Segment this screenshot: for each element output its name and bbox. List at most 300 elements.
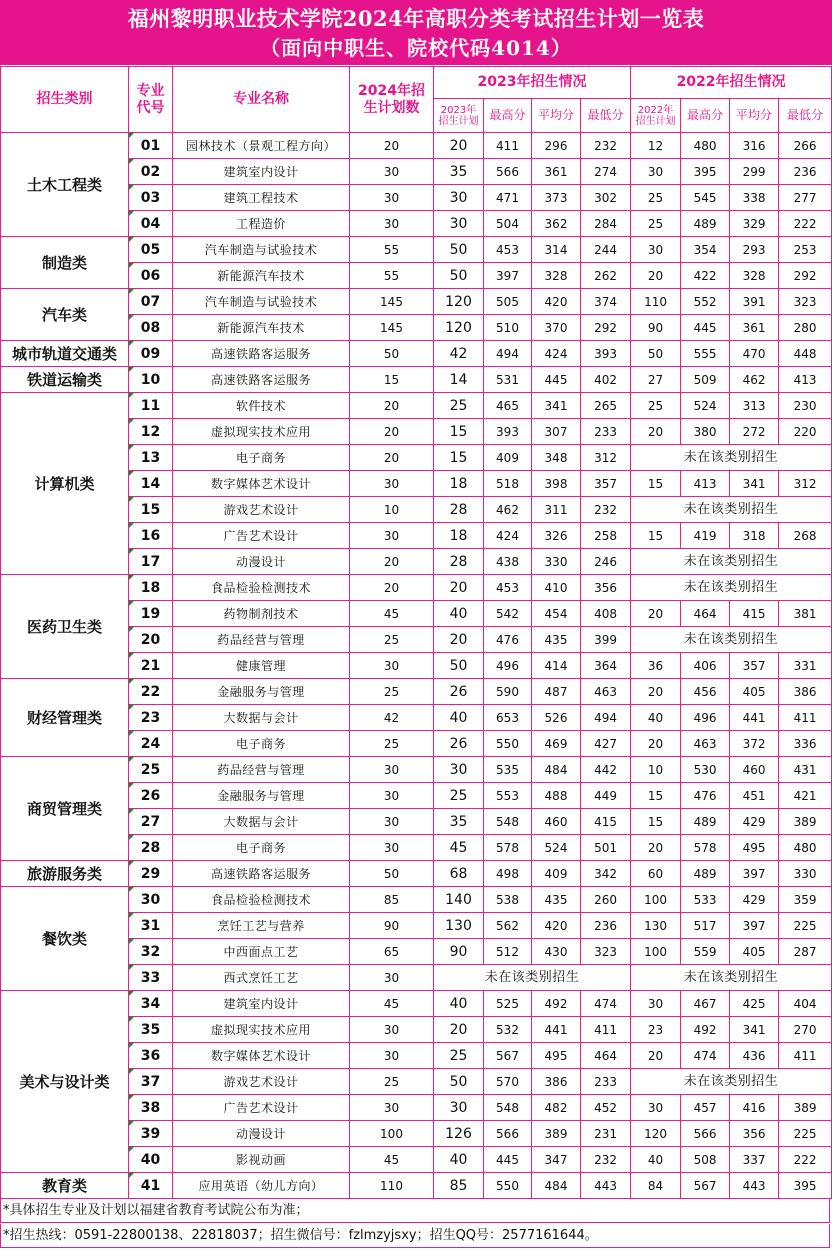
major-code-cell: 02 [129,159,173,185]
plan-2024-cell: 20 [350,549,434,575]
table-row [1,1173,832,1199]
max-2022-cell: 545 [681,185,730,211]
major-code-cell: 04 [129,211,173,237]
avg-2023-cell: 314 [532,237,581,263]
category-cell: 财经管理类 [1,679,129,757]
major-code-cell: 24 [129,731,173,757]
avg-2023-cell: 460 [532,809,581,835]
table-row [1,341,832,367]
plan-2023-cell: 130 [434,913,484,939]
avg-2023-cell: 420 [532,289,581,315]
plan-2024-cell: 30 [350,757,434,783]
major-name-cell: 汽车制造与试验技术 [173,289,350,315]
header-min-2022: 最低分 [779,99,832,133]
avg-2022-cell: 451 [730,783,779,809]
plan-2022-cell: 27 [631,367,681,393]
page-subtitle: （面向中职生、院校代码4014） [260,36,572,60]
plan-2023-cell: 15 [434,445,484,471]
max-2022-cell: 422 [681,263,730,289]
avg-2023-cell: 326 [532,523,581,549]
plan-2022-cell: 10 [631,757,681,783]
avg-2023-cell: 370 [532,315,581,341]
max-2023-cell: 397 [484,263,532,289]
avg-2023-cell: 410 [532,575,581,601]
max-2023-cell: 465 [484,393,532,419]
major-name-cell: 虚拟现实技术应用 [173,1017,350,1043]
avg-2022-cell: 462 [730,367,779,393]
plan-2024-cell: 100 [350,1121,434,1147]
plan-2024-cell: 30 [350,653,434,679]
min-2023-cell: 231 [581,1121,631,1147]
plan-2023-cell: 25 [434,1043,484,1069]
header-max-2022: 最高分 [681,99,730,133]
avg-2023-cell: 409 [532,861,581,887]
avg-2023-cell: 495 [532,1043,581,1069]
min-2022-cell: 225 [779,1121,832,1147]
header-code-text: 专业代号 [136,82,165,116]
major-name-cell: 建筑工程技术 [173,185,350,211]
category-cell: 汽车类 [1,289,129,341]
max-2023-cell: 471 [484,185,532,211]
avg-2022-cell: 337 [730,1147,779,1173]
major-code-cell: 30 [129,887,173,913]
plan-2024-cell: 10 [350,497,434,523]
major-code-cell: 38 [129,1095,173,1121]
min-2023-cell: 258 [581,523,631,549]
plan-2023-cell: 25 [434,393,484,419]
min-2022-cell: 330 [779,861,832,887]
major-code-cell: 15 [129,497,173,523]
plan-2023-cell: 20 [434,575,484,601]
plan-2022-cell: 25 [631,185,681,211]
avg-2022-cell: 328 [730,263,779,289]
table-row [1,393,832,419]
plan-2022-cell: 100 [631,887,681,913]
plan-2024-cell: 30 [350,159,434,185]
max-2023-cell: 476 [484,627,532,653]
major-code-cell: 11 [129,393,173,419]
min-2023-cell: 232 [581,497,631,523]
min-2023-cell: 402 [581,367,631,393]
not-recruited-2022-cell: 未在该类别招生 [631,497,832,523]
max-2023-cell: 532 [484,1017,532,1043]
header-code [129,67,173,133]
plan-2023-cell: 68 [434,861,484,887]
plan-2024-cell: 25 [350,627,434,653]
plan-2024-cell: 42 [350,705,434,731]
plan-2023-cell: 18 [434,471,484,497]
min-2022-cell: 236 [779,159,832,185]
plan-2023-cell: 40 [434,1147,484,1173]
max-2023-cell: 424 [484,523,532,549]
avg-2022-cell: 293 [730,237,779,263]
min-2022-cell: 381 [779,601,832,627]
max-2022-cell: 480 [681,133,730,159]
max-2023-cell: 505 [484,289,532,315]
max-2023-cell: 548 [484,1095,532,1121]
max-2023-cell: 578 [484,835,532,861]
avg-2023-cell: 398 [532,471,581,497]
avg-2022-cell: 272 [730,419,779,445]
max-2022-cell: 517 [681,913,730,939]
plan-2024-cell: 20 [350,393,434,419]
plan-2022-cell: 30 [631,159,681,185]
plan-2024-cell: 30 [350,185,434,211]
plan-2022-cell: 15 [631,471,681,497]
plan-2024-cell: 20 [350,575,434,601]
major-code-cell: 25 [129,757,173,783]
major-code-cell: 21 [129,653,173,679]
not-recruited-2022-cell: 未在该类别招生 [631,549,832,575]
min-2023-cell: 411 [581,1017,631,1043]
table-row [1,289,832,315]
plan-2023-cell: 30 [434,211,484,237]
header-plan-2022-text: 2022年招生计划 [635,104,676,127]
major-code-cell: 16 [129,523,173,549]
major-code-cell: 19 [129,601,173,627]
min-2023-cell: 464 [581,1043,631,1069]
major-name-cell: 大数据与会计 [173,705,350,731]
min-2023-cell: 364 [581,653,631,679]
avg-2022-cell: 460 [730,757,779,783]
plan-2024-cell: 30 [350,835,434,861]
avg-2022-cell: 415 [730,601,779,627]
max-2023-cell: 409 [484,445,532,471]
plan-2023-cell: 50 [434,1069,484,1095]
major-name-cell: 高速铁路客运服务 [173,861,350,887]
major-code-cell: 31 [129,913,173,939]
min-2023-cell: 357 [581,471,631,497]
plan-2023-cell: 25 [434,783,484,809]
max-2023-cell: 438 [484,549,532,575]
plan-2022-cell: 110 [631,289,681,315]
min-2023-cell: 232 [581,133,631,159]
min-2022-cell: 386 [779,679,832,705]
avg-2022-cell: 357 [730,653,779,679]
header-group-2023: 2023年招生情况 [434,67,631,99]
major-code-cell: 10 [129,367,173,393]
major-code-cell: 23 [129,705,173,731]
plan-2023-cell: 14 [434,367,484,393]
avg-2022-cell: 436 [730,1043,779,1069]
avg-2022-cell: 372 [730,731,779,757]
category-cell: 餐饮类 [1,887,129,991]
table-row [1,861,832,887]
max-2022-cell: 467 [681,991,730,1017]
avg-2023-cell: 435 [532,627,581,653]
plan-2022-cell: 30 [631,991,681,1017]
max-2023-cell: 393 [484,419,532,445]
min-2023-cell: 442 [581,757,631,783]
max-2022-cell: 489 [681,809,730,835]
avg-2022-cell: 318 [730,523,779,549]
major-name-cell: 广告艺术设计 [173,1095,350,1121]
min-2023-cell: 312 [581,445,631,471]
max-2023-cell: 453 [484,575,532,601]
max-2023-cell: 496 [484,653,532,679]
plan-2024-cell: 30 [350,965,434,991]
avg-2022-cell: 429 [730,887,779,913]
min-2023-cell: 233 [581,1069,631,1095]
min-2022-cell: 448 [779,341,832,367]
min-2023-cell: 236 [581,913,631,939]
major-code-cell: 14 [129,471,173,497]
min-2022-cell: 312 [779,471,832,497]
plan-2024-cell: 45 [350,991,434,1017]
major-name-cell: 中西面点工艺 [173,939,350,965]
max-2023-cell: 462 [484,497,532,523]
plan-2023-cell: 90 [434,939,484,965]
major-code-cell: 37 [129,1069,173,1095]
plan-2023-cell: 35 [434,159,484,185]
major-name-cell: 软件技术 [173,393,350,419]
min-2022-cell: 336 [779,731,832,757]
avg-2023-cell: 414 [532,653,581,679]
major-code-cell: 28 [129,835,173,861]
avg-2023-cell: 341 [532,393,581,419]
table-row [1,133,832,159]
plan-2022-cell: 15 [631,809,681,835]
min-2023-cell: 415 [581,809,631,835]
min-2023-cell: 323 [581,939,631,965]
plan-2024-cell: 30 [350,1043,434,1069]
plan-2022-cell: 40 [631,705,681,731]
category-cell: 旅游服务类 [1,861,129,887]
plan-2022-cell: 40 [631,1147,681,1173]
avg-2022-cell: 313 [730,393,779,419]
min-2023-cell: 262 [581,263,631,289]
major-code-cell: 03 [129,185,173,211]
avg-2022-cell: 495 [730,835,779,861]
major-code-cell: 35 [129,1017,173,1043]
major-name-cell: 动漫设计 [173,549,350,575]
major-code-cell: 06 [129,263,173,289]
max-2022-cell: 354 [681,237,730,263]
min-2023-cell: 474 [581,991,631,1017]
max-2022-cell: 474 [681,1043,730,1069]
major-name-cell: 烹饪工艺与营养 [173,913,350,939]
plan-2023-cell: 40 [434,601,484,627]
category-cell: 美术与设计类 [1,991,129,1173]
min-2023-cell: 408 [581,601,631,627]
min-2022-cell: 421 [779,783,832,809]
table-row [1,367,832,393]
avg-2022-cell: 338 [730,185,779,211]
max-2022-cell: 457 [681,1095,730,1121]
avg-2022-cell: 329 [730,211,779,237]
avg-2022-cell: 356 [730,1121,779,1147]
major-name-cell: 药品经营与管理 [173,627,350,653]
max-2023-cell: 510 [484,315,532,341]
max-2022-cell: 509 [681,367,730,393]
min-2022-cell: 268 [779,523,832,549]
min-2023-cell: 399 [581,627,631,653]
min-2022-cell: 323 [779,289,832,315]
max-2022-cell: 489 [681,861,730,887]
plan-2024-cell: 20 [350,133,434,159]
not-recruited-2022-cell: 未在该类别招生 [631,965,832,991]
major-name-cell: 游戏艺术设计 [173,1069,350,1095]
major-name-cell: 工程造价 [173,211,350,237]
max-2023-cell: 453 [484,237,532,263]
not-recruited-2022-cell: 未在该类别招生 [631,575,832,601]
plan-2022-cell: 30 [631,1095,681,1121]
major-name-cell: 新能源汽车技术 [173,263,350,289]
table-row [1,679,832,705]
min-2023-cell: 342 [581,861,631,887]
plan-2024-cell: 30 [350,211,434,237]
plan-2023-cell: 120 [434,289,484,315]
avg-2023-cell: 524 [532,835,581,861]
avg-2023-cell: 482 [532,1095,581,1121]
min-2022-cell: 359 [779,887,832,913]
major-name-cell: 高速铁路客运服务 [173,341,350,367]
max-2022-cell: 578 [681,835,730,861]
avg-2023-cell: 311 [532,497,581,523]
min-2023-cell: 374 [581,289,631,315]
min-2023-cell: 284 [581,211,631,237]
avg-2023-cell: 348 [532,445,581,471]
plan-2022-cell: 100 [631,939,681,965]
avg-2022-cell: 425 [730,991,779,1017]
page-title: 福州黎明职业技术学院2024年高职分类考试招生计划一览表 [127,6,705,31]
table-row [1,991,832,1017]
major-name-cell: 食品检验检测技术 [173,887,350,913]
not-recruited-2022-cell: 未在该类别招生 [631,445,832,471]
avg-2023-cell: 361 [532,159,581,185]
max-2023-cell: 550 [484,731,532,757]
avg-2022-cell: 443 [730,1173,779,1199]
max-2022-cell: 419 [681,523,730,549]
max-2023-cell: 518 [484,471,532,497]
category-cell: 商贸管理类 [1,757,129,861]
plan-2023-cell: 30 [434,1095,484,1121]
plan-2023-cell: 26 [434,731,484,757]
avg-2023-cell: 330 [532,549,581,575]
min-2022-cell: 253 [779,237,832,263]
plan-2022-cell: 30 [631,237,681,263]
max-2022-cell: 508 [681,1147,730,1173]
major-name-cell: 建筑室内设计 [173,991,350,1017]
plan-2023-cell: 20 [434,133,484,159]
major-name-cell: 应用英语（幼儿方向） [173,1173,350,1199]
avg-2022-cell: 397 [730,861,779,887]
plan-2023-cell: 50 [434,653,484,679]
category-cell: 教育类 [1,1173,129,1199]
plan-2023-cell: 50 [434,263,484,289]
header-avg-2023: 平均分 [532,99,581,133]
max-2022-cell: 380 [681,419,730,445]
max-2023-cell: 525 [484,991,532,1017]
max-2022-cell: 456 [681,679,730,705]
plan-2024-cell: 110 [350,1173,434,1199]
major-name-cell: 电子商务 [173,835,350,861]
plan-2024-cell: 25 [350,1069,434,1095]
major-code-cell: 26 [129,783,173,809]
avg-2023-cell: 484 [532,757,581,783]
avg-2022-cell: 416 [730,1095,779,1121]
plan-2024-cell: 30 [350,523,434,549]
avg-2023-cell: 526 [532,705,581,731]
not-recruited-2022-cell: 未在该类别招生 [631,1069,832,1095]
max-2023-cell: 535 [484,757,532,783]
major-name-cell: 电子商务 [173,731,350,757]
footer-note: *具体招生专业及计划以福建省教育考试院公布为准； [0,1199,830,1223]
plan-2024-cell: 30 [350,783,434,809]
major-name-cell: 大数据与会计 [173,809,350,835]
min-2023-cell: 246 [581,549,631,575]
plan-2022-cell: 20 [631,731,681,757]
max-2023-cell: 411 [484,133,532,159]
admission-plan-table [0,66,832,1199]
avg-2022-cell: 470 [730,341,779,367]
plan-2022-cell: 50 [631,341,681,367]
max-2023-cell: 562 [484,913,532,939]
major-name-cell: 食品检验检测技术 [173,575,350,601]
max-2022-cell: 463 [681,731,730,757]
header-plan-2024 [350,67,434,133]
max-2023-cell: 542 [484,601,532,627]
header-avg-2022: 平均分 [730,99,779,133]
min-2022-cell: 222 [779,211,832,237]
major-code-cell: 33 [129,965,173,991]
avg-2022-cell: 391 [730,289,779,315]
header-min-2023: 最低分 [581,99,631,133]
category-cell: 制造类 [1,237,129,289]
footer-contact: *招生热线：0591-22800138、22818037；招生微信号：fzlmzyjsxy；招生QQ号：2577161644。 [0,1224,830,1248]
min-2023-cell: 265 [581,393,631,419]
plan-2024-cell: 30 [350,471,434,497]
major-name-cell: 建筑室内设计 [173,159,350,185]
plan-2023-cell: 50 [434,237,484,263]
max-2022-cell: 406 [681,653,730,679]
category-cell: 城市轨道交通类 [1,341,129,367]
avg-2023-cell: 469 [532,731,581,757]
avg-2023-cell: 487 [532,679,581,705]
plan-2024-cell: 85 [350,887,434,913]
avg-2023-cell: 492 [532,991,581,1017]
major-name-cell: 药物制剂技术 [173,601,350,627]
major-name-cell: 西式烹饪工艺 [173,965,350,991]
min-2022-cell: 270 [779,1017,832,1043]
major-code-cell: 29 [129,861,173,887]
avg-2023-cell: 362 [532,211,581,237]
min-2023-cell: 302 [581,185,631,211]
major-name-cell: 金融服务与管理 [173,783,350,809]
major-code-cell: 13 [129,445,173,471]
min-2023-cell: 427 [581,731,631,757]
major-code-cell: 27 [129,809,173,835]
max-2022-cell: 559 [681,939,730,965]
max-2023-cell: 494 [484,341,532,367]
major-code-cell: 07 [129,289,173,315]
plan-2023-cell: 45 [434,835,484,861]
plan-2024-cell: 20 [350,445,434,471]
major-code-cell: 32 [129,939,173,965]
not-recruited-2022-cell: 未在该类别招生 [631,627,832,653]
max-2023-cell: 445 [484,1147,532,1173]
min-2022-cell: 431 [779,757,832,783]
plan-2024-cell: 25 [350,731,434,757]
plan-2023-cell: 30 [434,757,484,783]
min-2023-cell: 292 [581,315,631,341]
avg-2023-cell: 488 [532,783,581,809]
header-major-name: 专业名称 [173,67,350,133]
min-2022-cell: 230 [779,393,832,419]
table-row [1,757,832,783]
min-2022-cell: 225 [779,913,832,939]
avg-2022-cell: 405 [730,939,779,965]
